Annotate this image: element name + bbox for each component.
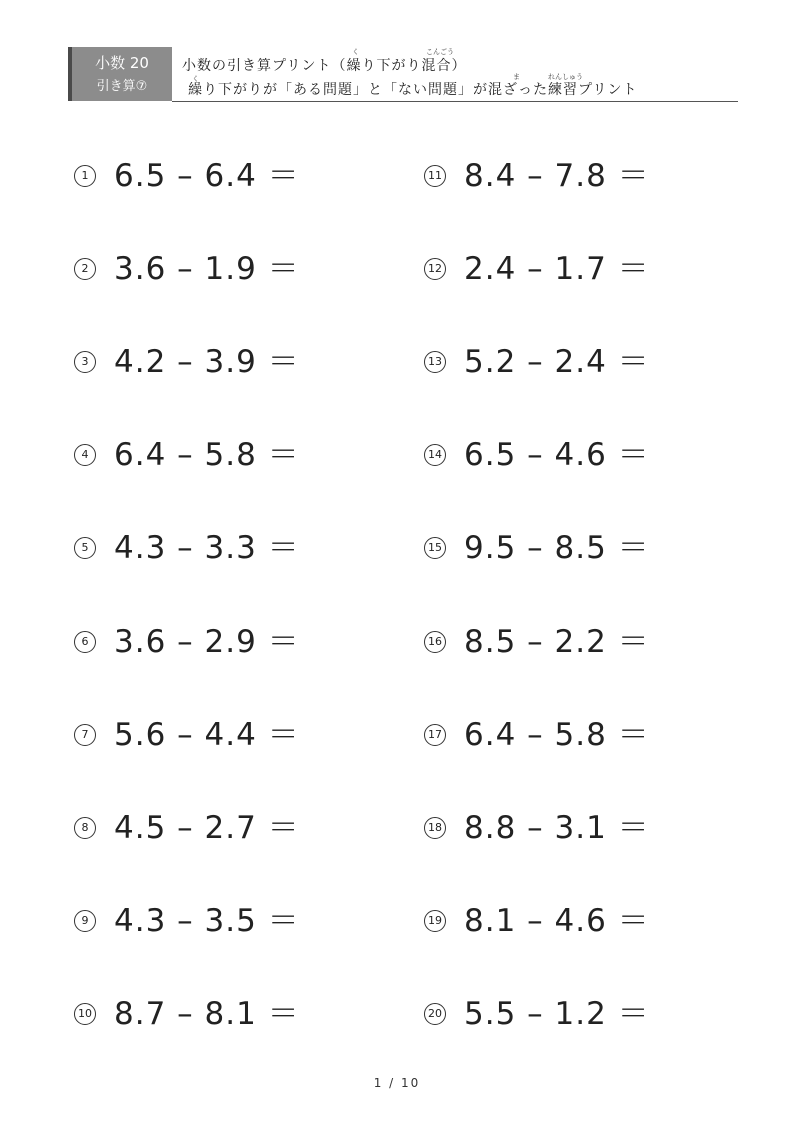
problem-expression: 8.5 – 2.2 ＝ (464, 624, 650, 660)
problem-number: 20 (424, 1003, 446, 1025)
problem-expression: 4.5 – 2.7 ＝ (114, 810, 300, 846)
problem-expression: 8.1 – 4.6 ＝ (464, 903, 650, 939)
badge-topic: 小数 20 (95, 54, 149, 72)
problem-number: 5 (74, 537, 96, 559)
ruby-ku: く (352, 48, 359, 56)
header-titles (172, 47, 738, 102)
problem-number: 4 (74, 444, 96, 466)
problem-expression: 4.3 – 3.3 ＝ (114, 530, 300, 566)
problem-number: 15 (424, 537, 446, 559)
page-number: 1 / 10 (373, 1076, 421, 1090)
worksheet-subtitle: 繰り下がりが「ある問題」と「ない問題」が混ざった練習プリント (188, 82, 638, 98)
problem-expression: 4.2 – 3.9 ＝ (114, 344, 300, 380)
problem-expression: 8.4 – 7.8 ＝ (464, 158, 650, 194)
ruby-ma: ま (513, 73, 520, 81)
worksheet-title: 小数の引き算プリント（繰り下がり混合） (182, 58, 467, 74)
problem-number: 6 (74, 631, 96, 653)
problem-number: 10 (74, 1003, 96, 1025)
badge-subtopic: 引き算⑦ (96, 79, 148, 94)
problem-expression: 3.6 – 1.9 ＝ (114, 251, 300, 287)
ruby-renshuu: れんしゅう (548, 73, 583, 81)
problem-number: 17 (424, 724, 446, 746)
problem-number: 16 (424, 631, 446, 653)
problem-expression: 4.3 – 3.5 ＝ (114, 903, 300, 939)
problem-expression: 5.2 – 2.4 ＝ (464, 344, 650, 380)
worksheet-header (68, 47, 738, 101)
problem-expression: 2.4 – 1.7 ＝ (464, 251, 650, 287)
problem-expression: 8.8 – 3.1 ＝ (464, 810, 650, 846)
problem-number: 13 (424, 351, 446, 373)
problem-number: 12 (424, 258, 446, 280)
problem-expression: 8.7 – 8.1 ＝ (114, 996, 300, 1032)
problem-number: 14 (424, 444, 446, 466)
problem-expression: 6.5 – 4.6 ＝ (464, 437, 650, 473)
problem-expression: 9.5 – 8.5 ＝ (464, 530, 650, 566)
problem-number: 7 (74, 724, 96, 746)
problem-number: 3 (74, 351, 96, 373)
problem-number: 2 (74, 258, 96, 280)
ruby-ku-2: く (192, 75, 199, 83)
ruby-kongou: こんごう (426, 48, 454, 56)
problem-expression: 6.5 – 6.4 ＝ (114, 158, 300, 194)
problem-number: 1 (74, 165, 96, 187)
problem-expression: 6.4 – 5.8 ＝ (114, 437, 300, 473)
problem-number: 18 (424, 817, 446, 839)
problem-expression: 5.5 – 1.2 ＝ (464, 996, 650, 1032)
problem-expression: 3.6 – 2.9 ＝ (114, 624, 300, 660)
worksheet-badge (68, 47, 172, 101)
problem-expression: 6.4 – 5.8 ＝ (464, 717, 650, 753)
problem-number: 8 (74, 817, 96, 839)
problem-expression: 5.6 – 4.4 ＝ (114, 717, 300, 753)
problem-number: 19 (424, 910, 446, 932)
problem-number: 9 (74, 910, 96, 932)
problem-number: 11 (424, 165, 446, 187)
